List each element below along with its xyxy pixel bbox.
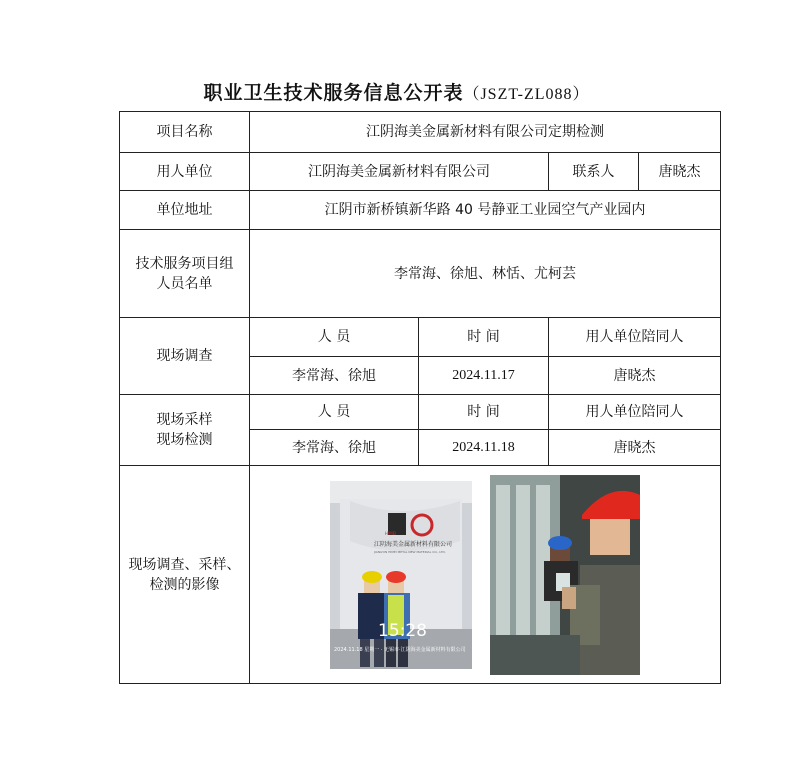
sampling-photo xyxy=(490,475,640,675)
survey-escort: 唐晓杰 xyxy=(549,357,721,395)
contact-value: 唐晓杰 xyxy=(639,153,721,191)
survey-photo xyxy=(330,481,472,669)
row-images xyxy=(120,466,721,684)
info-table xyxy=(119,111,721,684)
sampling-person: 李常海、徐旭 xyxy=(250,430,419,466)
team-value: 李常海、徐旭、林恬、尤柯芸 xyxy=(250,230,721,318)
row-employer xyxy=(120,153,721,191)
sampling-label xyxy=(120,395,250,466)
sampling-escort: 唐晓杰 xyxy=(549,430,721,466)
survey-photo-wall-sub: JIANGYIN HIMEI METAL NEW MATERIAL CO., LTD. xyxy=(374,549,446,554)
row-team xyxy=(120,230,721,318)
row-address xyxy=(120,191,721,230)
row-project-name xyxy=(120,112,721,153)
images-label-line1: 现场调查、采样、 xyxy=(128,556,241,573)
survey-photo-logo-text: HIMEI xyxy=(385,530,397,536)
sampling-col-escort: 用人单位陪同人 xyxy=(549,395,721,430)
survey-person: 李常海、徐旭 xyxy=(250,357,419,395)
project-name-label: 项目名称 xyxy=(120,112,250,153)
sampling-time: 2024.11.18 xyxy=(419,430,549,466)
survey-photo-time: 15:28 xyxy=(378,620,427,641)
survey-col-time: 时 间 xyxy=(419,318,549,357)
sampling-photo-image xyxy=(490,475,640,675)
employer-label: 用人单位 xyxy=(120,153,250,191)
sampling-label-line1: 现场采样 xyxy=(156,412,213,428)
survey-col-person: 人 员 xyxy=(250,318,419,357)
sampling-col-time: 时 间 xyxy=(419,395,549,430)
address-label: 单位地址 xyxy=(120,191,250,230)
team-label xyxy=(120,230,250,318)
address-value: 江阴市新桥镇新华路 40 号静亚工业园空气产业园内 xyxy=(250,191,721,230)
images-cell xyxy=(250,466,721,684)
images-label-line2: 检测的影像 xyxy=(149,576,220,593)
project-name-value: 江阴海美金属新材料有限公司定期检测 xyxy=(250,112,721,153)
sampling-label-line2: 现场检测 xyxy=(156,432,213,448)
survey-label: 现场调查 xyxy=(120,318,250,395)
survey-col-escort: 用人单位陪同人 xyxy=(549,318,721,357)
form-code: （JSZT-ZL088） xyxy=(463,86,590,103)
survey-photo-wall-text: 江阴海美金属新材料有限公司 xyxy=(374,540,453,548)
images-label xyxy=(120,466,250,684)
survey-photo-caption: 2024.11.18 星期一 · 无锡市·江阴海美金属新材料有限公司 xyxy=(334,646,466,653)
row-survey-header xyxy=(120,318,721,357)
team-label-line2: 人员名单 xyxy=(156,275,213,292)
page-title: 职业卫生技术服务信息公开表（JSZT-ZL088） xyxy=(203,82,590,104)
row-sampling-header xyxy=(120,395,721,430)
team-label-line1: 技术服务项目组 xyxy=(135,255,234,272)
survey-time: 2024.11.17 xyxy=(419,357,549,395)
contact-label: 联系人 xyxy=(549,153,639,191)
sampling-col-person: 人 员 xyxy=(250,395,419,430)
employer-value: 江阴海美金属新材料有限公司 xyxy=(250,153,549,191)
